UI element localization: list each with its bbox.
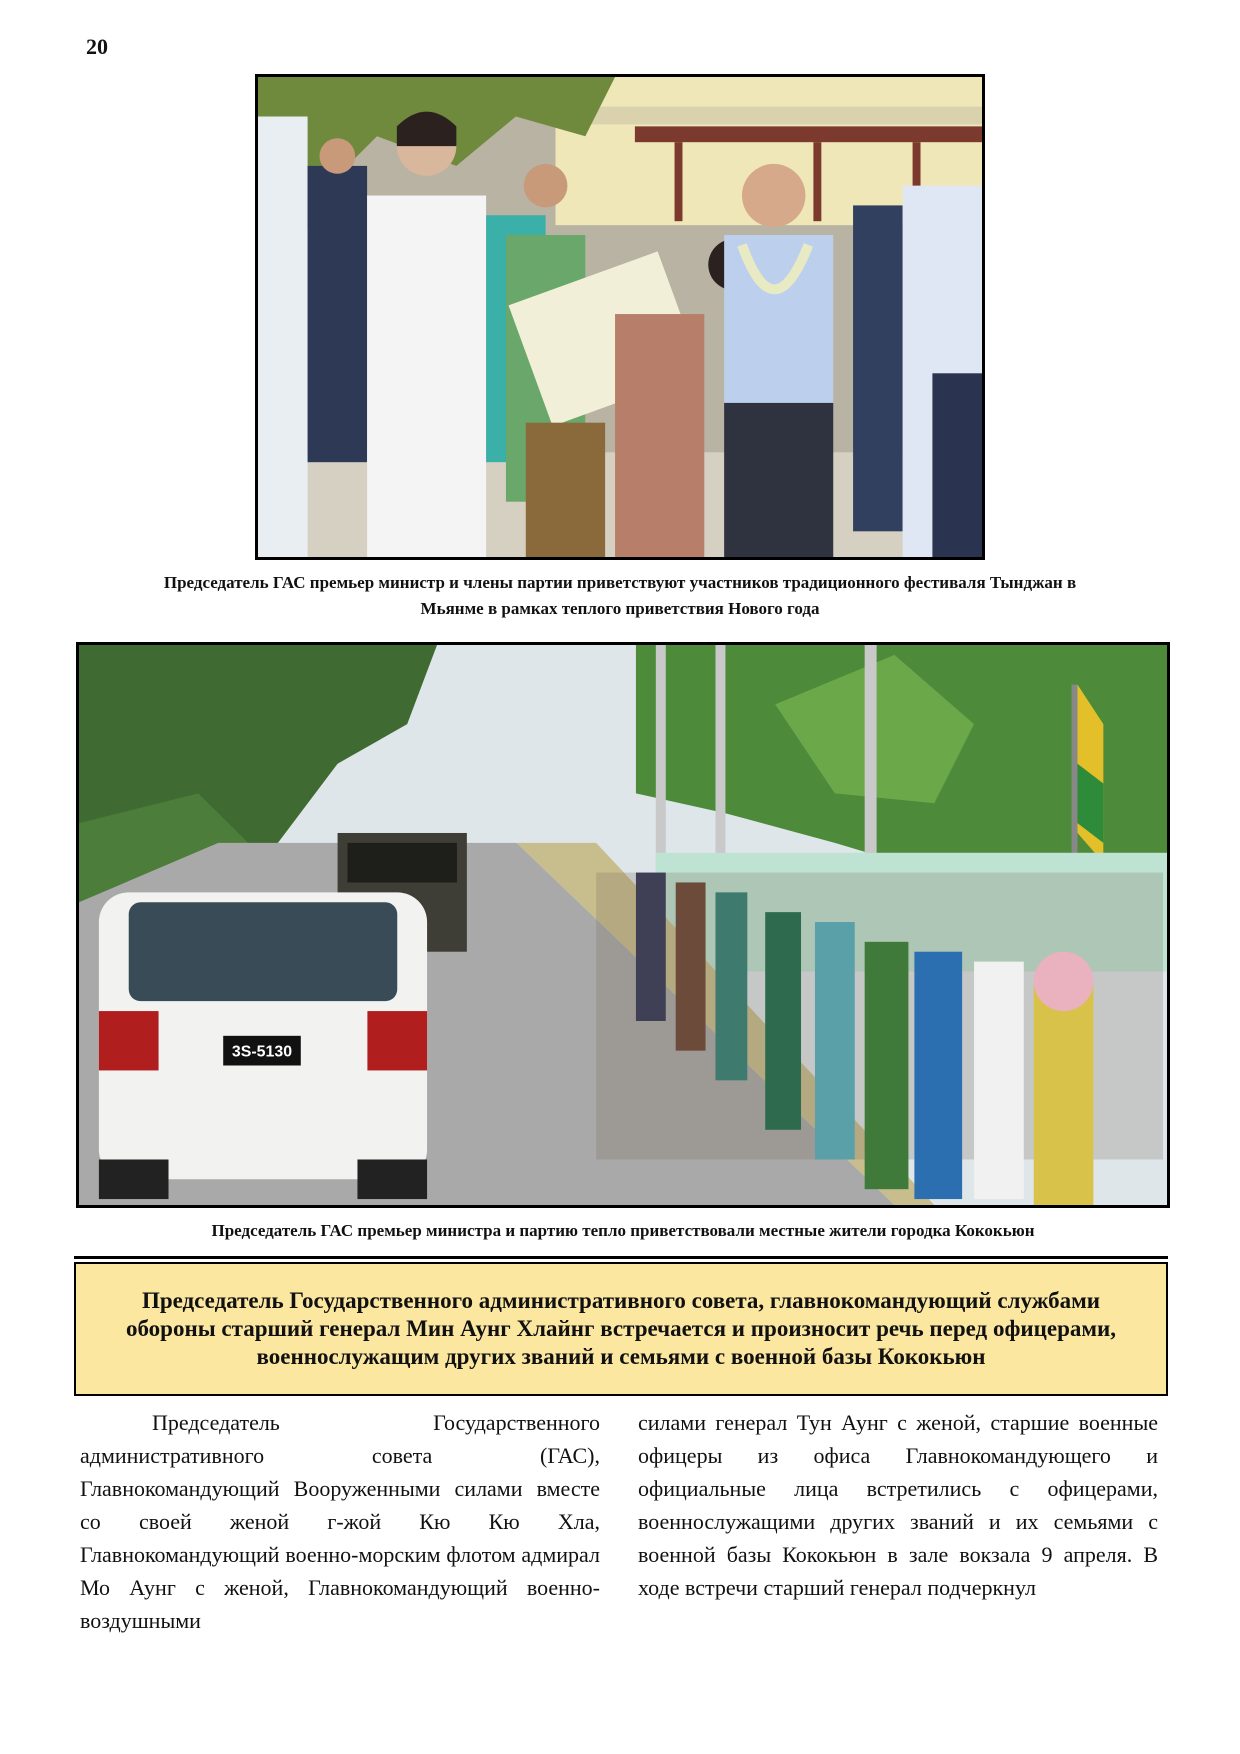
street-photo-caption: Председатель ГАС премьер министра и партию тепло приветствовали местные жители городка Кококьюн bbox=[211, 1221, 1035, 1240]
article-column-left bbox=[80, 1406, 600, 1637]
article-body-left: Председатель Государственного административного совета (ГАС), Главнокомандующий Вооруженными силами вместе со своей женой г-жой Кю Кю Хла, Главнокомандующий военно-морским флотом адмирал Мо Аунг с женой, Главнокомандующий военно-воздушными bbox=[80, 1410, 600, 1633]
article-headline-box bbox=[74, 1262, 1168, 1396]
greeting-photo bbox=[255, 74, 985, 560]
page-number: 20 bbox=[86, 34, 108, 59]
article-headline: Председатель Государственного административного совета, главнокомандующий службами обороны старший генерал Мин Аунг Хлайнг встречается и произносит речь перед офицерами, военнослужащим других званий и семьями с военной базы Кококьюн bbox=[125, 1288, 1117, 1369]
license-plate: 3S-5130 bbox=[231, 1043, 293, 1061]
street-photo bbox=[76, 642, 1170, 1208]
article-column-right bbox=[638, 1406, 1158, 1604]
article-body-right: силами генерал Тун Аунг с женой, старшие военные офицеры из офиса Главнокомандующего и официальные лица встретились с офицерами, военнослужащими других званий и их семьями с военной базы Кококьюн в зале вокзала 9 апреля. В ходе встречи старший генерал подчеркнул bbox=[638, 1410, 1158, 1600]
greeting-photo-caption: Председатель ГАС премьер министр и члены партии приветствуют участников традиционного фестиваля Тынджан в Мьянме в рамках теплого приветствия Нового года bbox=[163, 573, 1077, 618]
section-divider bbox=[74, 1256, 1168, 1259]
